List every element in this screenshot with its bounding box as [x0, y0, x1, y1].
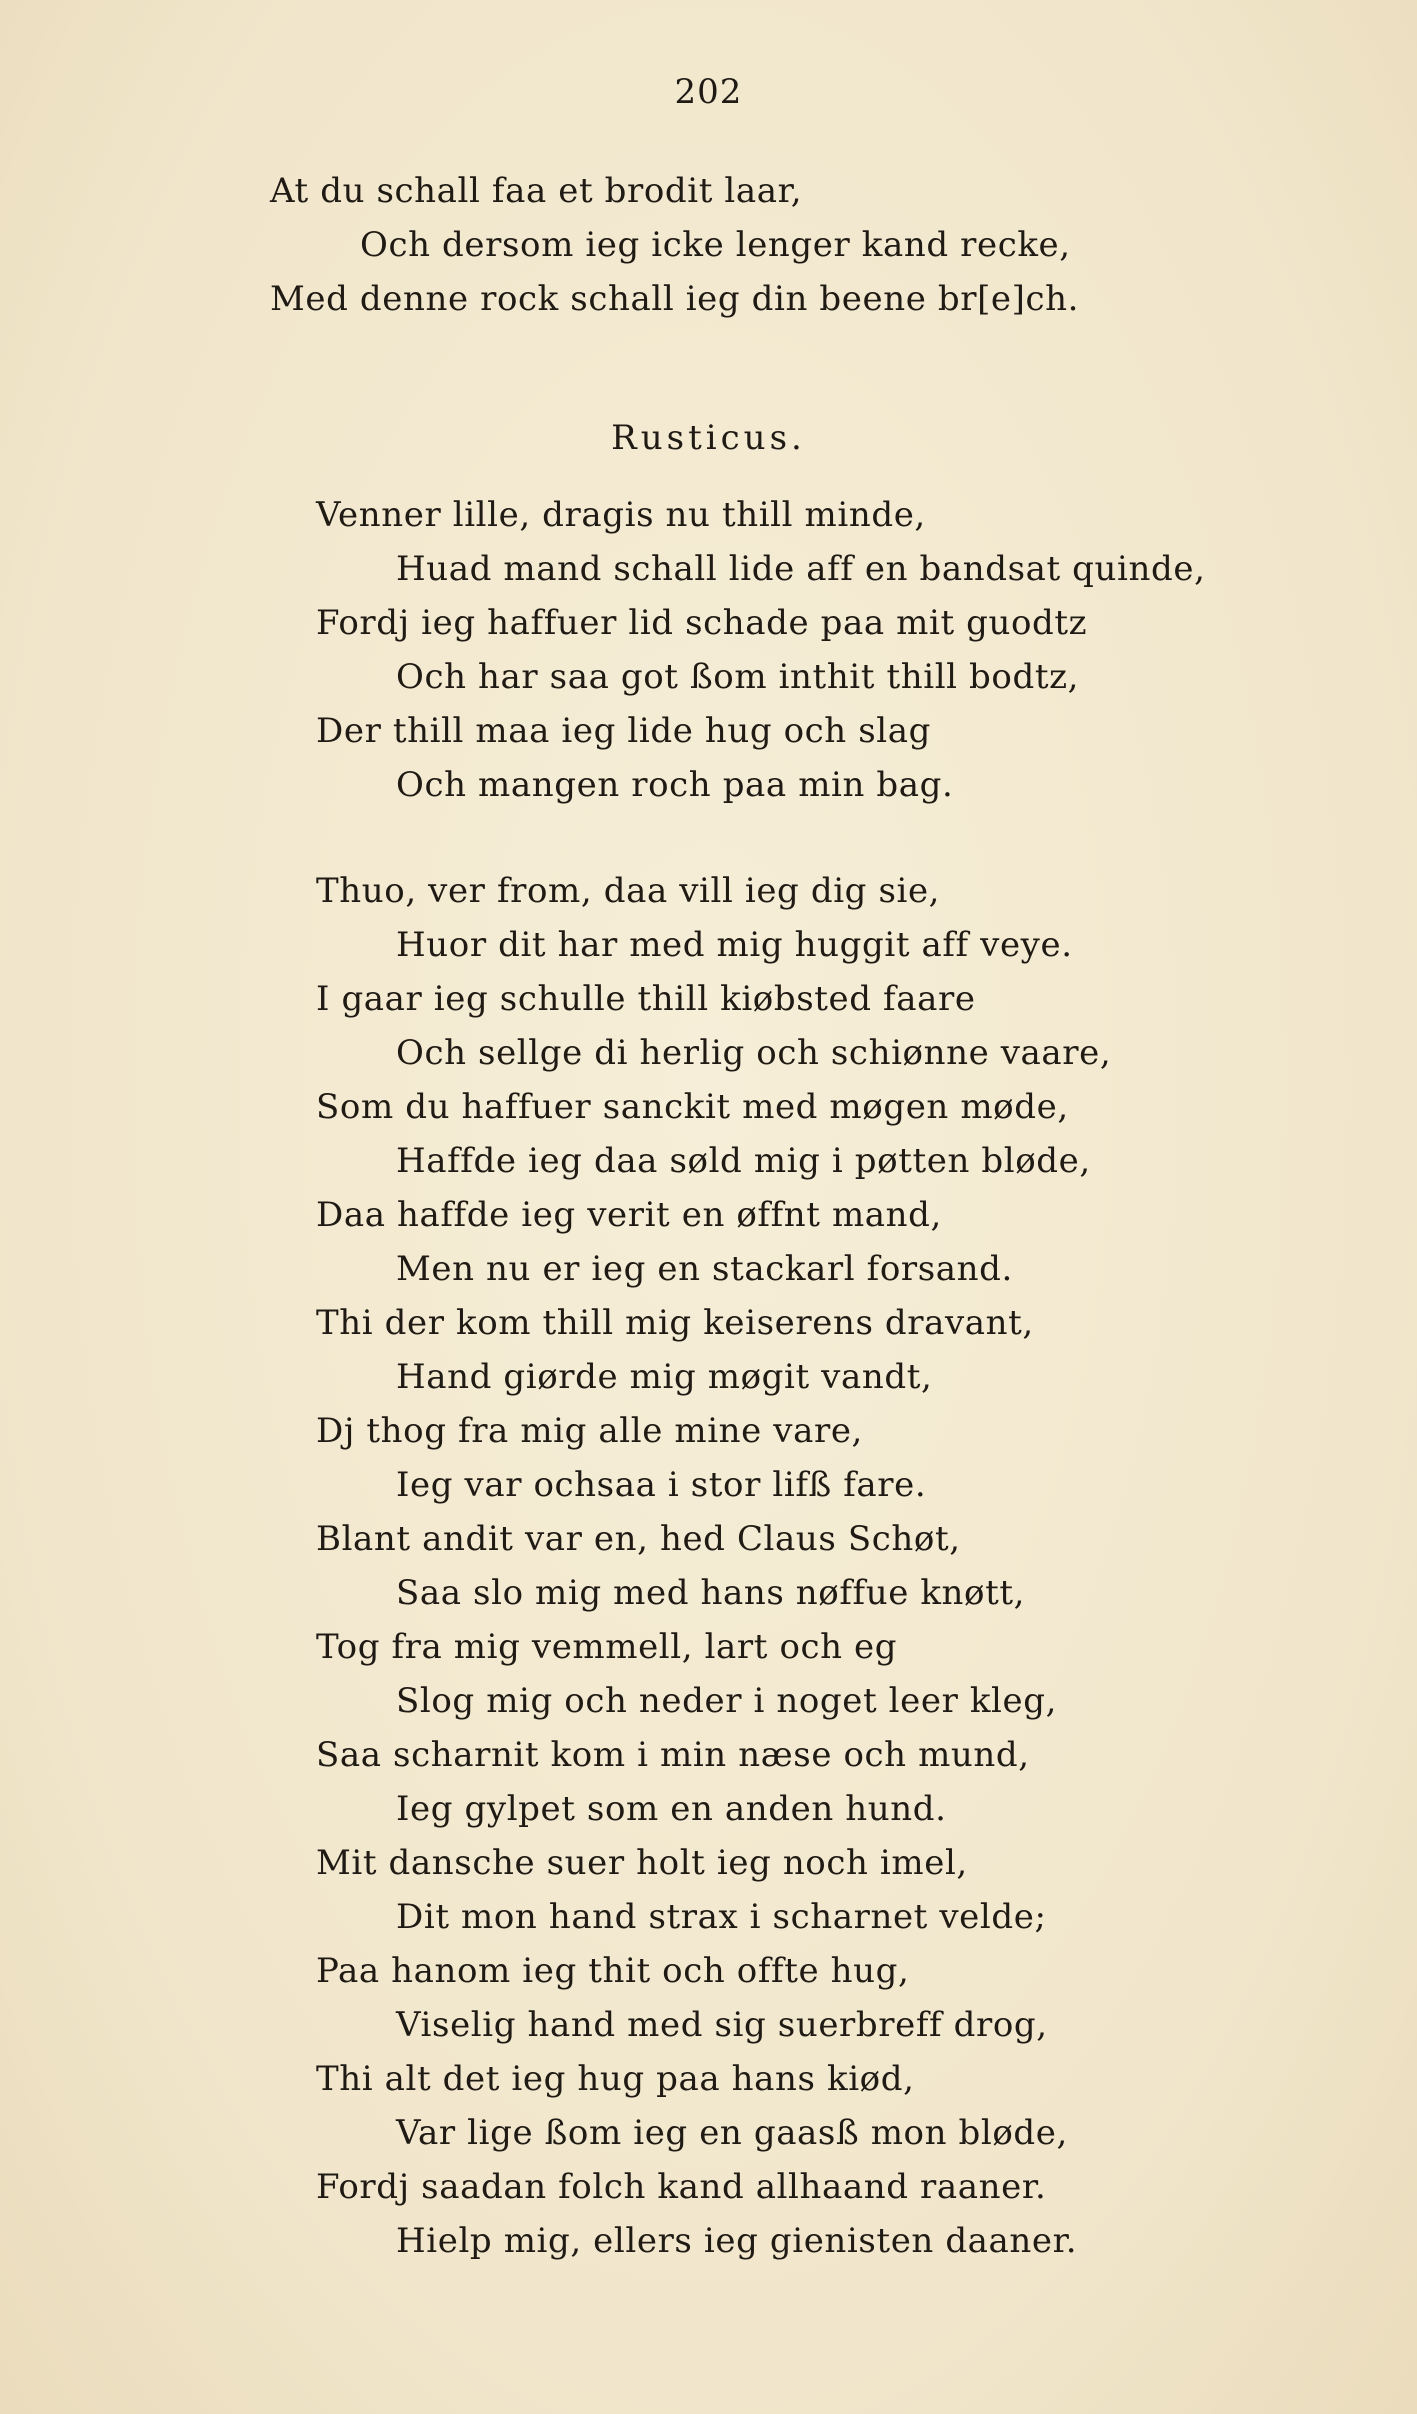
verse-line: Saa scharnit kom i min næse och mund, [316, 1735, 1030, 1775]
verse-line: I gaar ieg schulle thill kiøbsted faare [316, 979, 976, 1019]
verse-line: Thi alt det ieg hug paa hans kiød, [316, 2059, 915, 2099]
verse-line: Daa haffde ieg verit en øffnt mand, [316, 1195, 942, 1235]
verse-line: Hand giørde mig møgit vandt, [396, 1357, 933, 1397]
verse-line: Huad mand schall lide aff en bandsat quinde, [396, 549, 1206, 589]
verse-line: Dj thog fra mig alle mine vare, [316, 1411, 863, 1451]
verse-line: Huor dit har med mig huggit aff veye. [396, 925, 1073, 965]
verse-line: Och mangen roch paa min bag. [396, 765, 954, 805]
verse-line: Thuo, ver from, daa vill ieg dig sie, [316, 871, 941, 911]
verse-line: Slog mig och neder i noget leer kleg, [396, 1681, 1058, 1721]
verse-line: Saa slo mig med hans nøffue knøtt, [396, 1573, 1026, 1613]
speaker-heading: Rusticus. [611, 418, 806, 458]
verse-line: Dit mon hand strax i scharnet velde; [396, 1897, 1047, 1937]
verse-line: Var lige ßom ieg en gaasß mon bløde, [396, 2113, 1068, 2153]
verse-line: Och har saa got ßom inthit thill bodtz, [396, 657, 1080, 697]
verse-line: Ieg var ochsaa i stor lifß fare. [396, 1465, 927, 1505]
page-number: 202 [674, 72, 743, 112]
verse-line: Venner lille, dragis nu thill minde, [316, 495, 926, 535]
verse-line: Viselig hand med sig suerbreff drog, [396, 2005, 1048, 2045]
verse-line: Paa hanom ieg thit och offte hug, [316, 1951, 910, 1991]
verse-line: Fordj saadan folch kand allhaand raaner. [316, 2167, 1047, 2207]
verse-line: Och dersom ieg icke lenger kand recke, [360, 225, 1071, 265]
verse-line: Men nu er ieg en stackarl forsand. [396, 1249, 1013, 1289]
verse-line: Som du haffuer sanckit med møgen møde, [316, 1087, 1069, 1127]
verse-line: Der thill maa ieg lide hug och slag [316, 711, 931, 751]
verse-line: Blant andit var en, hed Claus Schøt, [316, 1519, 961, 1559]
verse-line: Haffde ieg daa søld mig i pøtten bløde, [396, 1141, 1091, 1181]
verse-line: Hielp mig, ellers ieg gienisten daaner. [396, 2221, 1078, 2261]
verse-line: Med denne rock schall ieg din beene br[e]ch. [270, 279, 1080, 319]
verse-line: Mit dansche suer holt ieg noch imel, [316, 1843, 968, 1883]
verse-line: Ieg gylpet som en anden hund. [396, 1789, 947, 1829]
verse-line: At du schall faa et brodit laar, [270, 171, 803, 211]
verse-line: Fordj ieg haffuer lid schade paa mit guodtz [316, 603, 1088, 643]
verse-line: Och sellge di herlig och schiønne vaare, [396, 1033, 1112, 1073]
verse-line: Tog fra mig vemmell, lart och eg [316, 1627, 898, 1667]
verse-line: Thi der kom thill mig keiserens dravant, [316, 1303, 1034, 1343]
